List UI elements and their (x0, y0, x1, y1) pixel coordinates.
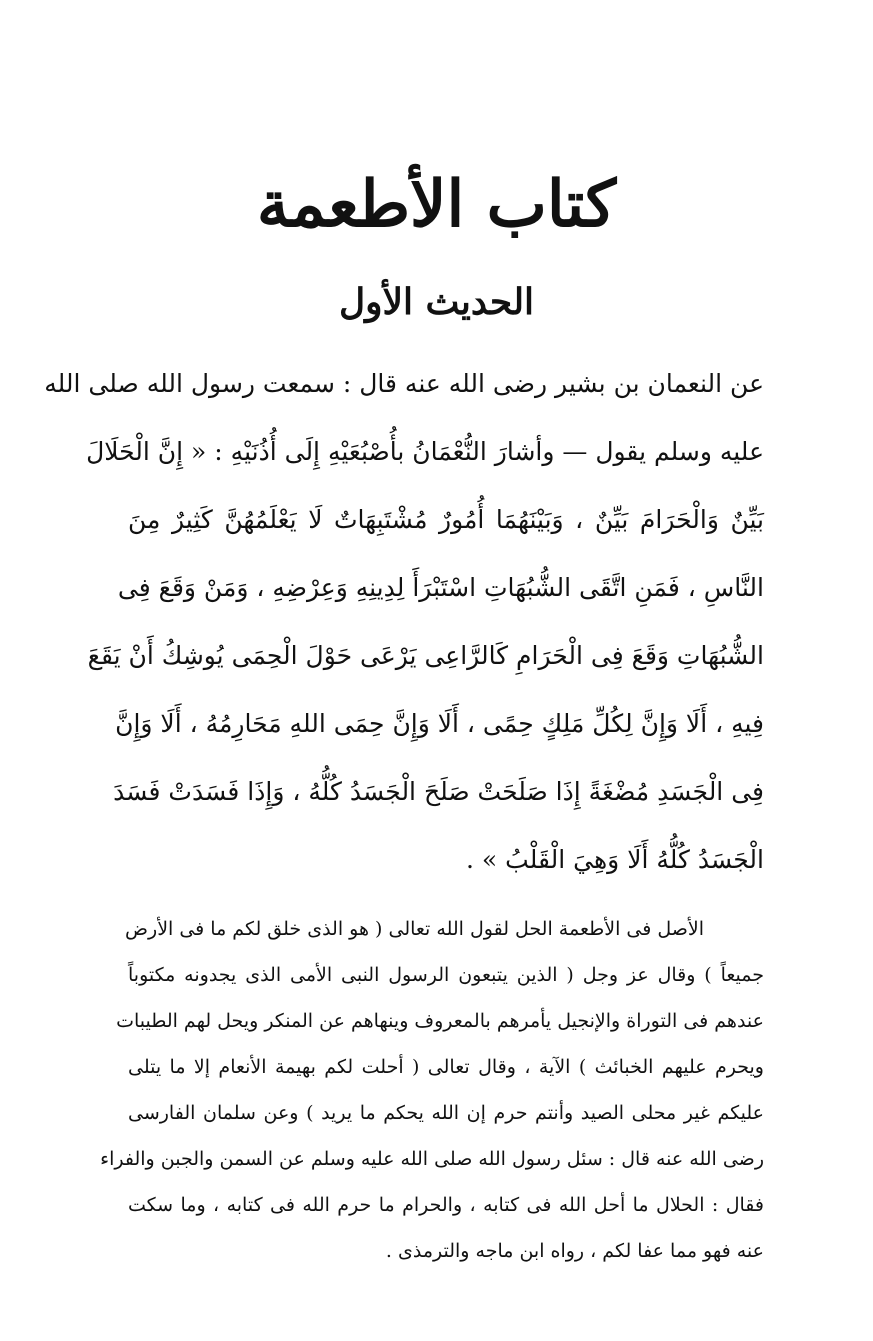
book-title: كتاب الأطعمة (256, 167, 617, 242)
commentary-line: عنه فهو مما عفا لكم ، رواه ابن ماجه والترمذى . (385, 1240, 764, 1262)
hadith-line: عليه وسلم يقول — وأشارَ النُّعْمَانُ بأُصْبُعَيْهِ إِلَى أُذُنَيْهِ : « إِنَّ الْحَلَالَ (86, 437, 764, 466)
hadith-line: فِى الْجَسَدِ مُضْغَةً إِذَا صَلَحَتْ صَلَحَ الْجَسَدُ كُلُّهُ ، وَإِذَا فَسَدَتْ فَسَدَ (113, 777, 764, 806)
hadith-line: عن النعمان بن بشير رضى الله عنه قال : سمعت رسول الله صلى الله (44, 369, 764, 398)
hadith-line: الشُّبُهَاتِ وَقَعَ فِى الْحَرَامِ كَالرَّاعِى يَرْعَى حَوْلَ الْحِمَى يُوشِكُ أَنْ يَقَعَ (87, 641, 764, 670)
commentary-line: ويحرم عليهم الخبائث ) الآية ، وقال تعالى ( أحلت لكم بهيمة الأنعام إلا ما يتلى (128, 1056, 764, 1078)
commentary-line: عليكم غير محلى الصيد وأنتم حرم إن الله يحكم ما يريد ) وعن سلمان الفارسى (128, 1102, 764, 1124)
hadith-heading: الحديث الأول (338, 281, 535, 323)
hadith-line: الْجَسَدُ كُلُّهُ أَلَا وَهِيَ الْقَلْبُ » . (466, 845, 764, 874)
hadith-line: بَيِّنٌ وَالْحَرَامَ بَيِّنٌ ، وَبَيْنَهُمَا أُمُورٌ مُشْتَبِهَاتٌ لَا يَعْلَمُهُنَّ كَثِيرٌ مِنَ (128, 505, 764, 534)
commentary-line: الأصل فى الأطعمة الحل لقول الله تعالى ( هو الذى خلق لكم ما فى الأرض (125, 918, 704, 940)
commentary-line: فقال : الحلال ما أحل الله فى كتابه ، والحرام ما حرم الله فى كتابه ، وما سكت (128, 1194, 764, 1216)
hadith-line: النَّاسِ ، فَمَنِ اتَّقَى الشُّبُهَاتِ اسْتَبْرَأَ لِدِينِهِ وَعِرْضِهِ ، وَمَنْ وَقَعَ فِى (117, 573, 764, 602)
hadith-text (44, 350, 764, 894)
commentary-text (100, 906, 764, 1274)
commentary-line: عندهم فى التوراة والإنجيل يأمرهم بالمعروف وينهاهم عن المنكر ويحل لهم الطيبات (116, 1010, 764, 1032)
commentary-line: جميعاً ) وقال عز وجل ( الذين يتبعون الرسول النبى الأمى الذى يجدونه مكتوباً (128, 964, 764, 986)
commentary-line: رضى الله عنه قال : سئل رسول الله صلى الله عليه وسلم عن السمن والجبن والفراء (100, 1148, 764, 1170)
hadith-line: فِيهِ ، أَلَا وَإِنَّ لِكُلِّ مَلِكٍ حِمًى ، أَلَا وَإِنَّ حِمَى اللهِ مَحَارِمُهُ ، أَلَا وَإِنَّ (115, 709, 764, 738)
